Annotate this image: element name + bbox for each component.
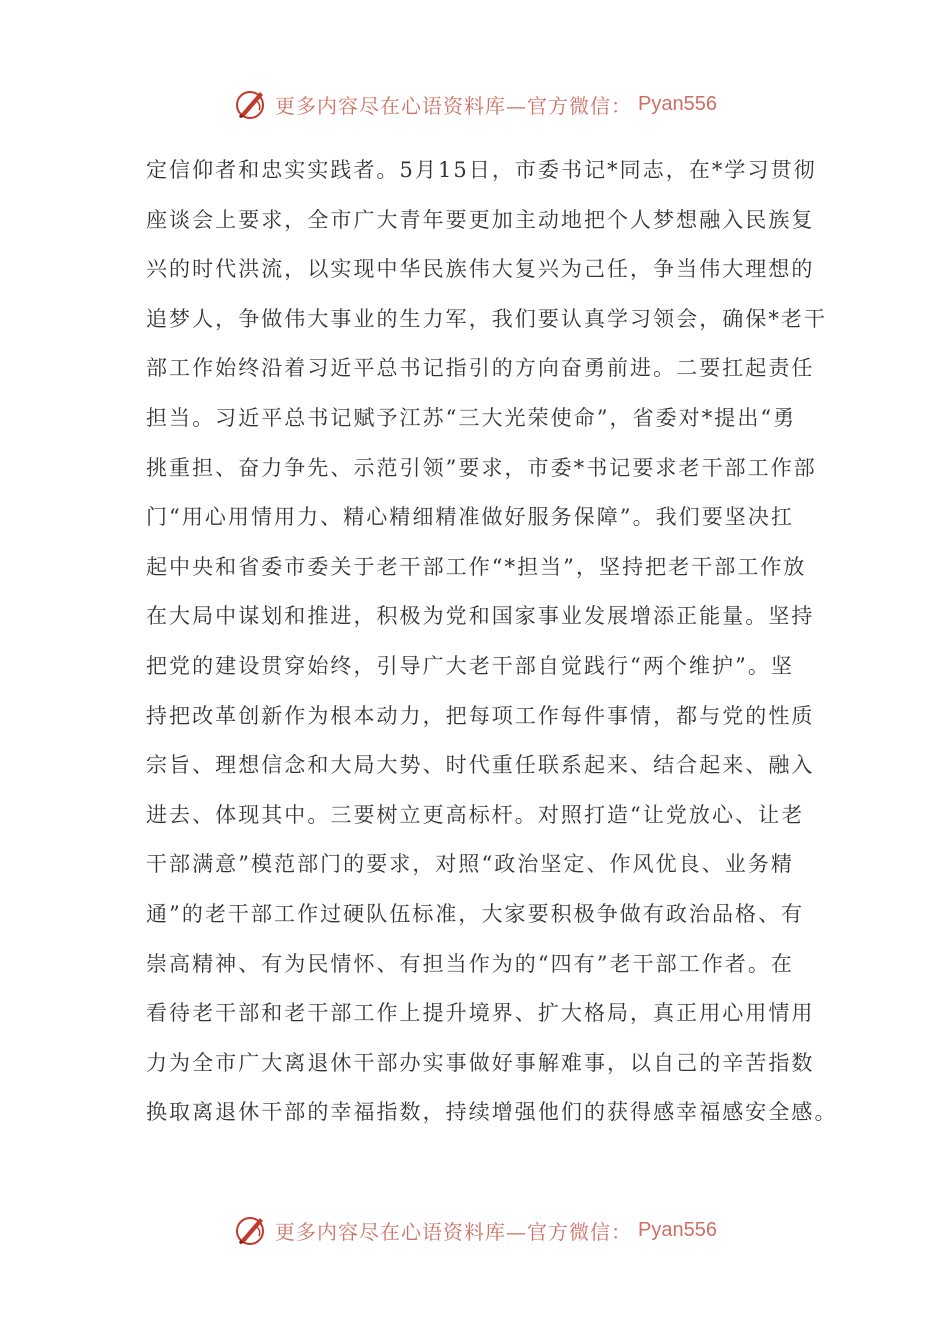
text-line: 担当。习近平总书记赋予江苏“三大光荣使命”，省委对*提出“勇 xyxy=(146,405,797,430)
text-line: 进去、体现其中。三要树立更高标杆。对照打造“让党放心、让老 xyxy=(146,802,805,827)
text-line: 力为全市广大离退休干部办实事做好事解难事，以自己的辛苦指数 xyxy=(146,1050,815,1075)
text-line: 兴的时代洪流，以实现中华民族伟大复兴为己任，争当伟大理想的 xyxy=(146,257,815,282)
text-line: 门“用心用情用力、精心精细精准做好服务保障”。我们要坚决扛 xyxy=(146,505,794,530)
text-line: 部工作始终沿着习近平总书记指引的方向奋勇前进。二要扛起责任 xyxy=(146,356,815,381)
text-line: 看待老干部和老干部工作上提升境界、扩大格局，真正用心用情用 xyxy=(146,1001,815,1026)
text-line: 崇高精神、有为民情怀、有担当作为的“四有”老干部工作者。在 xyxy=(146,951,794,976)
text-line: 持把改革创新作为根本动力，把每项工作每件事情，都与党的性质 xyxy=(146,703,815,728)
text-line: 在大局中谋划和推进，积极为党和国家事业发展增添正能量。坚持 xyxy=(146,604,815,629)
text-line: 换取离退休干部的幸福指数，持续增强他们的获得感幸福感安全感。 xyxy=(146,1100,838,1125)
text-line: 座谈会上要求，全市广大青年要更加主动地把个人梦想融入民族复 xyxy=(146,207,815,232)
text-line: 起中央和省委市委关于老干部工作“*担当”，坚持把老干部工作放 xyxy=(146,554,807,579)
watermark-wechat-id: Pyan556 xyxy=(638,92,717,115)
text-line: 挑重担、奋力争先、示范引领”要求，市委*书记要求老干部工作部 xyxy=(146,455,817,480)
watermark-text: 更多内容尽在心语资料库—官方微信： xyxy=(275,93,633,118)
watermark-wechat-id: Pyan556 xyxy=(638,1218,717,1241)
pen-logo-icon xyxy=(233,86,269,122)
text-line: 把党的建设贯穿始终，引导广大老干部自觉践行“两个维护”。坚 xyxy=(146,653,794,678)
document-body xyxy=(146,152,838,1144)
watermark-text: 更多内容尽在心语资料库—官方微信： xyxy=(275,1219,633,1244)
text-line: 追梦人，争做伟大事业的生力军，我们要认真学习领会，确保*老干 xyxy=(146,306,827,331)
footer-watermark xyxy=(0,1212,950,1248)
pen-logo-icon xyxy=(233,1212,269,1248)
text-line: 定信仰者和忠实实践者。5月15日，市委书记*同志，在*学习贯彻 xyxy=(146,158,817,182)
header-watermark xyxy=(0,86,950,122)
text-line: 干部满意”模范部门的要求，对照“政治坚定、作风优良、业务精 xyxy=(146,852,794,877)
text-line: 宗旨、理想信念和大局大势、时代重任联系起来、结合起来、融入 xyxy=(146,753,815,778)
text-line: 通”的老干部工作过硬队伍标准，大家要积极争做有政治品格、有 xyxy=(146,901,805,926)
